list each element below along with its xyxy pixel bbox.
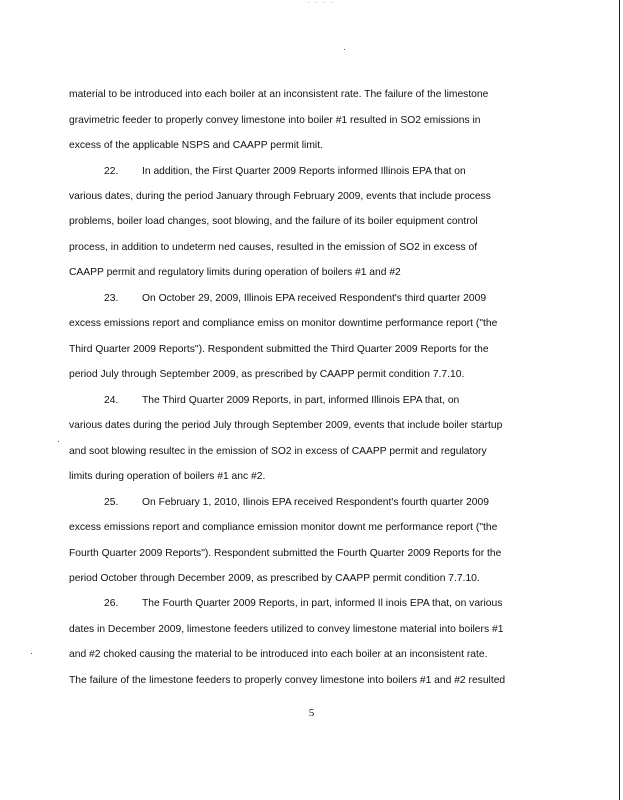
text-line: The Third Quarter 2009 Reports, in part, informed Illinois EPA that, on (142, 395, 460, 406)
scan-speck (344, 49, 345, 50)
text-line: period July through September 2009, as prescribed by CAAPP permit condition 7.7.10. (69, 369, 465, 380)
page-edge (619, 0, 620, 800)
text-line: In addition, the First Quarter 2009 Reports informed Illinois EPA that on (142, 166, 466, 177)
text-line: various dates during the period July through September 2009, events that include boiler startup (69, 420, 503, 431)
paragraph-number: 25. (104, 497, 119, 508)
text-line: The Fourth Quarter 2009 Reports, in part, informed Il inois EPA that, on various (142, 598, 503, 609)
text-line: limits during operation of boilers #1 anc #2. (69, 471, 266, 482)
paragraph-number: 26. (104, 598, 119, 609)
text-line: process, in addition to undeterm ned causes, resulted in the emission of SO2 in excess of (69, 242, 478, 253)
text-line: problems, boiler load changes, soot blowing, and the failure of its boiler equipment control (69, 216, 478, 227)
paragraph-number: 23. (104, 293, 119, 304)
text-line: Third Quarter 2009 Reports"). Respondent submitted the Third Quarter 2009 Reports for the (69, 344, 489, 355)
text-line: gravimetric feeder to properly convey limestone into boiler #1 resulted in SO2 emissions in (69, 115, 481, 126)
text-line: CAAPP permit and regulatory limits during operation of boilers #1 and #2 (69, 267, 401, 278)
text-line: excess of the applicable NSPS and CAAPP permit limit. (69, 140, 323, 151)
text-line: excess emissions report and compliance emiss on monitor downtime performance report ("the (69, 318, 498, 329)
text-line: On October 29, 2009, Illinois EPA received Respondent's third quarter 2009 (142, 293, 487, 304)
paragraph-number: 24. (104, 395, 119, 406)
scan-speck (31, 653, 32, 654)
text-line: material to be introduced into each boiler at an inconsistent rate. The failure of the limestone (69, 89, 489, 100)
text-line: and soot blowing resultec in the emission of SO2 in excess of CAAPP permit and regulatory (69, 446, 487, 457)
text-line: and #2 choked causing the material to be introduced into each boiler at an inconsistent rate. (69, 649, 488, 660)
text-line: period October through December 2009, as prescribed by CAAPP permit condition 7.7.10. (69, 573, 480, 584)
text-line: On February 1, 2010, Ilinois EPA received Respondent's fourth quarter 2009 (142, 497, 489, 508)
paragraph-number: 22. (104, 166, 119, 177)
header-specks: · · · · (308, 0, 335, 6)
scan-speck (58, 441, 59, 442)
text-line: Fourth Quarter 2009 Reports"). Respondent submitted the Fourth Quarter 2009 Reports for the (69, 548, 502, 559)
text-line: excess emissions report and compliance emission monitor downt me performance report ("the (69, 522, 498, 533)
text-line: dates in December 2009, limestone feeders utilized to convey limestone material into boilers #1 (69, 624, 504, 635)
text-line: various dates, during the period January through February 2009, events that include process (69, 191, 491, 202)
text-line: The failure of the limestone feeders to properly convey limestone into boilers #1 and #2 resulted (69, 675, 506, 686)
page-number: 5 (308, 707, 315, 719)
